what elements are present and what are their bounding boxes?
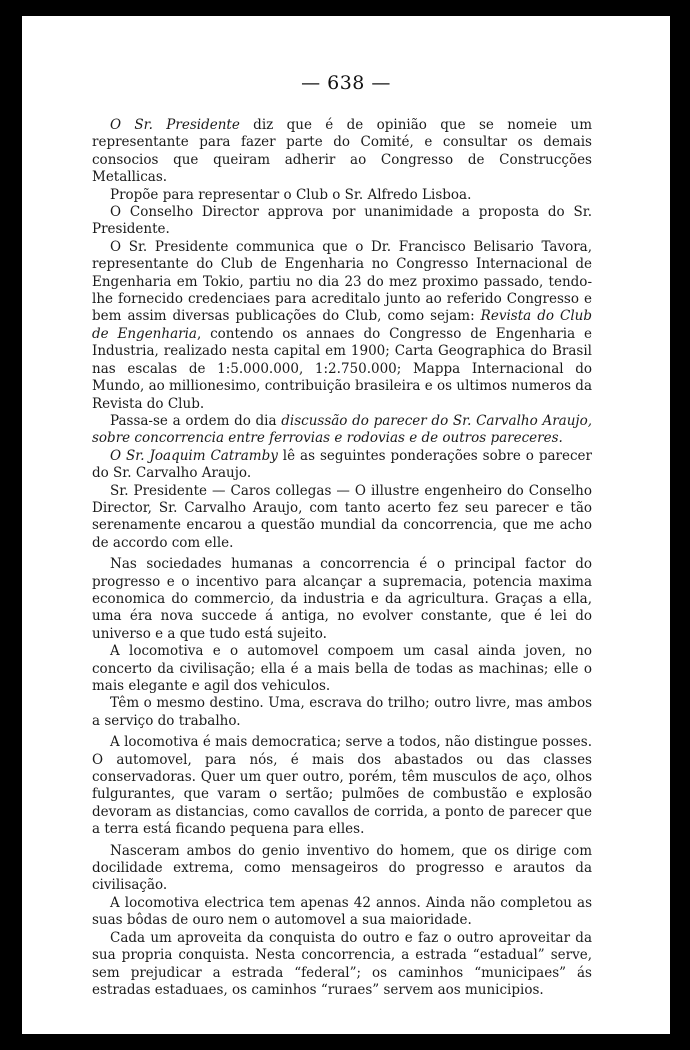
paragraph-text: diz que é de opinião que se nomeie um representante para fazer parte do Comité, e consultar os demais consocios que queiram adherir ao Congresso de Construcções Metallicas. [92,117,592,186]
paragraph-text: O Sr. Presidente communica que o Dr. Francisco Belisario Tavora, representante do Club de Engenharia no Congresso Internacional de Engenharia em Tokio, partiu no dia 23 do mez proximo passado, tendo-lhe fornecido credenciaes para acreditalo junto ao referido Congresso e bem assim diversas publicações do Club, como sejam: [92,238,592,325]
paragraph-text: Passa-se a ordem do dia [110,412,282,429]
document-body [92,117,592,999]
paragraph-text: Nas sociedades humanas a concorrencia é o principal factor do progresso e o incentivo para alcançar a supremacia, potencia maxima economica do commercio, da industria e da agricultura. Graças a ella, uma éra nova succede á antiga, no evolver constante, que é lei do universo e a que tudo está sujeito. [92,556,592,642]
paragraph [92,734,592,838]
paragraph [92,643,592,695]
paragraph-text: Têm o mesmo destino. Uma, escrava do trilho; outro livre, mas ambos a serviço do trabalho. [92,695,592,729]
paragraph [92,448,592,483]
page-number: — 638 — [301,72,391,94]
paragraph-text: Cada um aproveita da conquista do outro e faz o outro aproveitar da sua propria conquista. Nesta concorrencia, a estrada “estadual” serve, sem prejudicar a estrada “federal”; os caminhos “municipaes” ás estradas estaduaes, os caminhos “ruraes” servem aos municipios. [92,929,592,998]
paragraph [92,843,592,895]
paragraph-text: Nasceram ambos do genio inventivo do homem, que os dirige com docilidade extrema, como mensageiros do progresso e arautos da civilisação. [92,842,592,894]
paragraph-text: A locomotiva electrica tem apenas 42 annos. Ainda não completou as suas bôdas de ouro nem o automovel a sua maioridade. [92,894,592,929]
paragraph [92,895,592,930]
paragraph-text: Propõe para representar o Club o Sr. Alfredo Lisboa. [110,186,472,203]
italic-text: discussão do parecer do Sr. Carvalho Araujo, sobre concorrencia entre ferrovias e rodovias e de outros pareceres. [92,412,592,447]
paragraph [92,930,592,1000]
paragraph [92,187,592,204]
paragraph [92,695,592,730]
italic-text: O Sr. Presidente [110,117,240,133]
paragraph [92,117,592,187]
paragraph [92,483,592,553]
paragraph [92,239,592,413]
paragraph-text: A locomotiva e o automovel compoem um casal ainda joven, no concerto da civilisação; ella é a mais bella de todas as machinas; elle o mais elegante e agil dos vehiculos. [92,643,592,694]
italic-text: Revista do Club de Engenharia [92,308,592,342]
document-page [22,16,670,1034]
italic-text: O Sr. Joaquim Catramby [110,447,278,464]
paragraph-text: A locomotiva é mais democratica; serve a todos, não distingue posses. O automovel, para nós, é mais dos abastados ou das classes conservadoras. Quer um quer outro, porém, têm musculos de aço, olhos fulgurantes, que varam o sertão; pulmões de combustão e explosão devoram as distancias, como cavallos de corrida, a ponto de parecer que a terra está ficando pequena para elles. [92,734,592,838]
paragraph [92,413,592,448]
paragraph-text: , contendo os annaes do Congresso de Engenharia e Industria, realizado nesta capital em 1900; Carta Geographica do Brasil nas escalas de 1:5.000.000, 1:2.750.000; Mappa Internacional do Mundo, ao millionesimo, contribuição brasileira e os ultimos numeros da Revista do Club. [92,325,592,412]
paragraph-text: lê as seguintes ponderações sobre o parecer do Sr. Carvalho Araujo. [92,447,592,482]
paragraph-text: O Conselho Director approva por unanimidade a proposta do Sr. Presidente. [92,204,592,238]
paragraph-text: Sr. Presidente — Caros collegas — O illustre engenheiro do Conselho Director, Sr. Carvalho Araujo, com tanto acerto fez seu parecer e tão serenamente encarou a questão mundial da concorrencia, que me acho de accordo com elle. [92,482,592,551]
paragraph [92,556,592,643]
paragraph [92,204,592,239]
